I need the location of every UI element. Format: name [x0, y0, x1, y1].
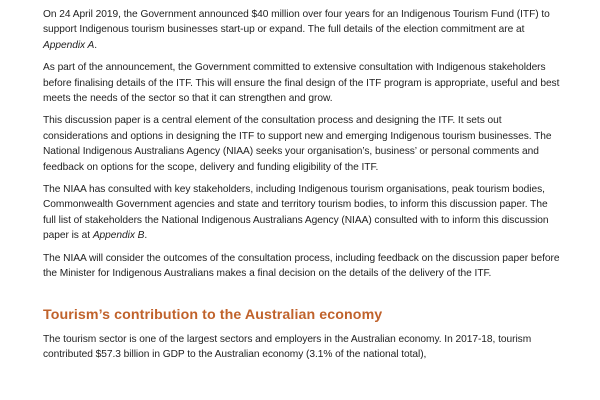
- appendix-b-reference: Appendix B: [92, 230, 145, 242]
- document-body: [43, 7, 563, 369]
- paragraph-itf-announcement: [43, 7, 563, 53]
- paragraph-stakeholders: [43, 182, 563, 244]
- paragraph-outcomes: The NIAA will consider the outcomes of the consultation process, including feedback on the discussion paper before the Minister for Indigenous Australians makes a final decision on the details of the delivery of the ITF.: [43, 252, 560, 280]
- paragraph-consultation-commitment: As part of the announcement, the Government committed to extensive consultation with Indigenous stakeholders before finalising details of the ITF. This will ensure the final design of the ITF program is appropriate, useful and best meets the needs of the sector so that it can strengthen and grow.: [43, 62, 560, 105]
- paragraph-text: The NIAA has consulted with key stakeholders, including Indigenous tourism organisations, peak tourism bodies, Commonwealth Government agencies and state and territory tourism bodies, to inform this discussion paper. The full list of stakeholders the National Indigenous Australians Agency (NIAA) consulted with to inform this discussion paper is at: [43, 184, 549, 242]
- appendix-a-reference: Appendix A: [43, 39, 95, 51]
- paragraph-text-end: .: [144, 230, 148, 242]
- paragraph-text: On 24 April 2019, the Government announced $40 million over four years for an Indigenous Tourism Fund (ITF) to support Indigenous tourism businesses start-up or expand. The full details of the election commitment are at: [43, 9, 550, 36]
- paragraph-discussion-paper: This discussion paper is a central element of the consultation process and designing the ITF. It sets out considerations and options in designing the ITF to support new and emerging Indigenous tourism businesses. The National Indigenous Australians Agency (NIAA) seeks your organisation’s, business’ or personal comments and feedback on options for the scope, delivery and funding eligibility of the ITF.: [43, 115, 552, 173]
- section-heading: Tourism’s contribution to the Australian economy: [43, 306, 383, 323]
- paragraph-text-end: .: [94, 39, 98, 51]
- paragraph-tourism-contribution: The tourism sector is one of the largest sectors and employers in the Australian economy. In 2017-18, tourism contributed $57.3 billion in GDP to the Australian economy (3.1% of the national total),: [43, 333, 532, 360]
